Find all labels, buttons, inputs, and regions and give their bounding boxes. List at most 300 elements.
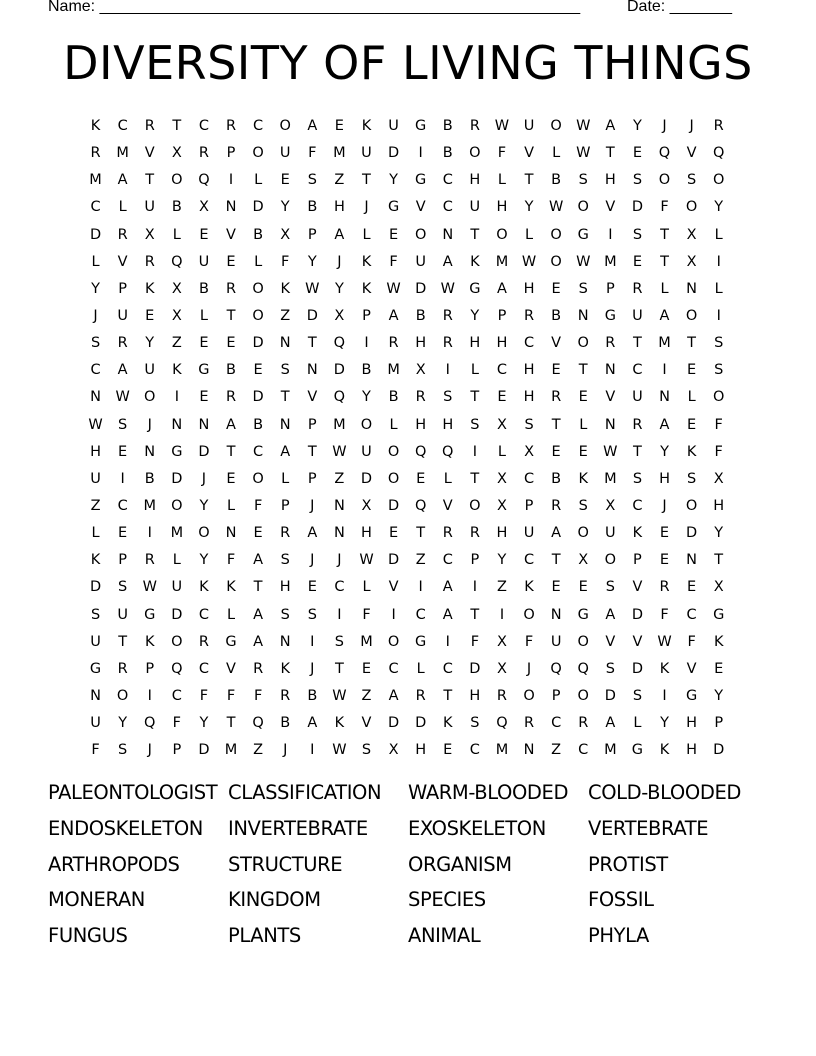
grid-letter: T — [172, 118, 182, 134]
grid-letter: R — [524, 715, 535, 732]
grid-letter: C — [551, 715, 562, 732]
grid-letter: E — [118, 443, 128, 460]
grid-letter: W — [603, 443, 618, 460]
grid-letter: V — [226, 660, 236, 677]
grid-letter: L — [579, 416, 588, 433]
grid-letter: A — [307, 525, 318, 542]
grid-letter: C — [469, 742, 480, 759]
grid-letter: L — [687, 389, 696, 406]
grid-letter: B — [551, 470, 562, 487]
grid-letter: F — [91, 742, 100, 759]
grid-letter: J — [310, 497, 315, 514]
grid-letter: H — [523, 389, 535, 406]
grid-letter: P — [118, 280, 128, 297]
grid-letter: W — [359, 552, 374, 569]
grid-letter: K — [90, 118, 101, 134]
grid-letter: Z — [361, 687, 372, 704]
word-bank-item: VERTEBRATE — [588, 816, 709, 840]
grid-letter: E — [226, 335, 236, 352]
grid-letter: S — [118, 579, 128, 596]
grid-letter: S — [524, 416, 534, 433]
grid-letter: O — [469, 497, 481, 514]
grid-letter: Y — [199, 552, 209, 569]
grid-letter: P — [714, 715, 724, 732]
grid-letter: I — [418, 579, 423, 596]
grid-letter: S — [118, 742, 128, 759]
grid-letter: L — [254, 253, 263, 270]
grid-letter: D — [89, 226, 102, 243]
grid-letter: N — [279, 416, 291, 433]
grid-letter: J — [337, 552, 342, 569]
grid-letter: K — [199, 579, 209, 596]
grid-letter: E — [253, 525, 263, 542]
grid-letter: R — [144, 552, 155, 569]
grid-letter: P — [362, 307, 371, 324]
grid-letter: D — [360, 470, 373, 487]
grid-letter: J — [147, 742, 152, 759]
grid-letter: R — [225, 118, 237, 134]
grid-letter: X — [686, 226, 697, 243]
grid-letter: Y — [470, 307, 480, 324]
grid-letter: L — [118, 199, 127, 216]
grid-letter: P — [145, 660, 155, 677]
grid-letter: C — [442, 552, 453, 569]
grid-letter: O — [685, 199, 698, 216]
grid-letter: F — [687, 633, 696, 650]
grid-letter: D — [415, 715, 427, 732]
grid-letter: A — [496, 280, 507, 297]
grid-letter: T — [578, 362, 588, 379]
grid-letter: L — [91, 253, 100, 270]
grid-letter: R — [225, 389, 237, 406]
grid-letter: R — [225, 280, 237, 297]
grid-letter: S — [578, 497, 588, 514]
grid-letter: H — [523, 280, 535, 297]
grid-letter: R — [280, 525, 291, 542]
grid-letter: J — [526, 660, 532, 677]
grid-letter: A — [117, 362, 128, 379]
grid-letter: F — [226, 687, 236, 704]
grid-letter: X — [334, 307, 345, 324]
grid-letter: A — [280, 443, 291, 460]
grid-letter: L — [552, 145, 561, 162]
grid-letter: R — [551, 497, 562, 514]
grid-letter: V — [551, 335, 562, 352]
grid-letter: T — [632, 443, 642, 460]
grid-letter: U — [415, 253, 426, 270]
grid-letter: R — [415, 687, 426, 704]
grid-letter: K — [361, 280, 372, 297]
grid-letter: I — [716, 253, 721, 270]
grid-letter: W — [142, 579, 157, 596]
grid-letter: F — [497, 145, 507, 162]
grid-letter: S — [90, 335, 101, 352]
grid-letter: L — [362, 226, 371, 243]
grid-letter: T — [470, 606, 480, 623]
grid-letter: F — [470, 633, 480, 650]
grid-letter: S — [632, 226, 643, 243]
grid-letter: C — [117, 118, 128, 134]
grid-letter: N — [659, 389, 670, 406]
grid-letter: C — [171, 687, 182, 704]
grid-letter: D — [415, 280, 427, 297]
grid-letter: C — [578, 742, 589, 759]
word-bank-item: MONERAN — [48, 888, 145, 912]
grid-letter: C — [523, 335, 535, 352]
grid-letter: F — [660, 606, 669, 623]
grid-letter: E — [659, 525, 670, 542]
grid-letter: O — [496, 226, 508, 243]
word-search-grid — [82, 113, 732, 764]
grid-letter: X — [713, 470, 724, 487]
grid-letter: C — [415, 606, 426, 623]
grid-letter: X — [524, 443, 535, 460]
grid-letter: L — [714, 226, 723, 243]
grid-letter: E — [687, 416, 697, 433]
grid-letter: M — [604, 253, 617, 270]
grid-letter: T — [470, 226, 480, 243]
grid-letter: D — [387, 715, 400, 732]
grid-letter: Q — [252, 715, 264, 732]
grid-letter: L — [172, 552, 181, 569]
grid-letter: S — [605, 579, 615, 596]
grid-letter: E — [551, 362, 561, 379]
grid-letter: V — [117, 253, 128, 270]
grid-letter: W — [332, 742, 347, 759]
grid-letter: J — [283, 742, 288, 759]
grid-letter: A — [659, 307, 670, 324]
grid-letter: A — [551, 525, 562, 542]
grid-letter: L — [199, 307, 208, 324]
grid-letter: I — [472, 443, 477, 460]
grid-letter: G — [225, 633, 237, 650]
grid-letter: Y — [632, 118, 642, 134]
grid-letter: W — [332, 687, 347, 704]
grid-letter: T — [660, 253, 669, 270]
grid-letter: Q — [144, 715, 156, 732]
grid-letter: F — [226, 552, 236, 569]
grid-letter: S — [443, 389, 453, 406]
grid-letter: P — [307, 226, 317, 243]
grid-letter: O — [252, 470, 264, 487]
grid-letter: E — [687, 362, 697, 379]
grid-letter: F — [362, 606, 371, 623]
grid-letter: K — [443, 715, 453, 732]
grid-letter: D — [252, 389, 264, 406]
grid-letter: E — [632, 145, 642, 162]
grid-letter: C — [388, 660, 399, 677]
grid-letter: S — [632, 172, 643, 189]
grid-letter: D — [198, 742, 210, 759]
grid-letter: E — [551, 443, 561, 460]
grid-letter: K — [361, 253, 372, 270]
grid-letter: A — [117, 172, 128, 189]
grid-letter: N — [333, 525, 345, 542]
grid-letter: Y — [714, 525, 724, 542]
grid-letter: E — [578, 389, 588, 406]
grid-letter: O — [252, 280, 264, 297]
grid-letter: E — [226, 253, 236, 270]
grid-letter: T — [443, 687, 453, 704]
grid-letter: L — [497, 172, 506, 189]
word-bank-item: PHYLA — [588, 924, 649, 948]
grid-letter: A — [307, 118, 318, 134]
grid-letter: M — [495, 742, 509, 759]
grid-letter: N — [198, 416, 210, 433]
grid-letter: C — [198, 660, 209, 677]
grid-letter: L — [525, 226, 534, 243]
grid-letter: I — [337, 606, 342, 623]
grid-letter: N — [333, 497, 345, 514]
grid-letter: V — [388, 579, 399, 596]
grid-letter: B — [361, 362, 372, 379]
grid-letter: R — [713, 118, 724, 134]
grid-letter: L — [497, 443, 506, 460]
grid-letter: P — [605, 280, 615, 297]
grid-letter: A — [605, 715, 616, 732]
grid-letter: U — [361, 443, 372, 460]
grid-letter: Q — [198, 172, 210, 189]
grid-letter: U — [90, 633, 101, 650]
grid-letter: D — [631, 199, 643, 216]
grid-letter: X — [361, 497, 372, 514]
grid-letter: I — [364, 335, 369, 352]
grid-letter: I — [445, 633, 450, 650]
grid-letter: Q — [442, 443, 454, 460]
page-title: DIVERSITY OF LIVING THINGS — [63, 36, 753, 90]
grid-letter: R — [415, 389, 426, 406]
name-field-label: Name: ______________________________________________________ — [48, 0, 581, 15]
grid-letter: E — [199, 226, 209, 243]
grid-letter: B — [253, 416, 264, 433]
grid-letter: M — [495, 253, 509, 270]
grid-letter: R — [524, 307, 535, 324]
grid-letter: C — [442, 172, 453, 189]
grid-letter: V — [361, 715, 372, 732]
grid-letter: B — [226, 362, 236, 379]
grid-letter: Z — [496, 579, 507, 596]
grid-letter: O — [387, 470, 400, 487]
grid-letter: S — [90, 606, 101, 623]
grid-letter: R — [442, 525, 453, 542]
grid-letter: I — [228, 172, 234, 189]
grid-letter: Q — [577, 660, 589, 677]
grid-letter: Q — [550, 660, 562, 677]
grid-letter: D — [89, 579, 102, 596]
grid-letter: K — [578, 470, 588, 487]
grid-letter: X — [496, 633, 507, 650]
grid-letter: E — [714, 660, 724, 677]
grid-letter: E — [199, 335, 209, 352]
grid-letter: E — [118, 525, 128, 542]
grid-letter: L — [226, 606, 236, 623]
grid-letter: S — [470, 715, 480, 732]
grid-letter: W — [576, 118, 591, 134]
grid-letter: C — [117, 497, 128, 514]
grid-letter: W — [440, 280, 455, 297]
grid-letter: E — [578, 443, 588, 460]
grid-letter: S — [307, 172, 317, 189]
grid-letter: H — [496, 335, 508, 352]
grid-letter: W — [576, 253, 591, 270]
grid-letter: J — [147, 416, 152, 433]
grid-letter: I — [418, 145, 423, 162]
grid-letter: E — [497, 389, 507, 406]
grid-letter: R — [388, 335, 399, 352]
grid-letter: S — [280, 606, 290, 623]
grid-letter: I — [608, 226, 613, 243]
grid-letter: Q — [496, 715, 508, 732]
grid-letter: T — [551, 552, 561, 569]
grid-letter: R — [144, 118, 155, 134]
grid-letter: W — [386, 280, 401, 297]
grid-letter: I — [147, 525, 152, 542]
word-bank-item: EXOSKELETON — [408, 816, 546, 840]
grid-letter: T — [280, 389, 290, 406]
grid-letter: X — [171, 145, 182, 162]
grid-letter: U — [144, 362, 156, 379]
grid-letter: H — [279, 579, 291, 596]
grid-letter: I — [120, 470, 125, 487]
grid-letter: A — [605, 606, 616, 623]
grid-letter: D — [631, 606, 643, 623]
grid-letter: P — [307, 416, 317, 433]
grid-letter: D — [252, 199, 264, 216]
grid-letter: K — [659, 660, 670, 677]
grid-letter: Y — [660, 715, 669, 732]
grid-letter: W — [576, 145, 591, 162]
grid-letter: G — [415, 633, 427, 650]
grid-letter: I — [499, 606, 505, 623]
grid-letter: I — [716, 307, 721, 324]
grid-letter: X — [686, 253, 697, 270]
grid-letter: L — [362, 579, 371, 596]
word-bank-item: STRUCTURE — [228, 852, 343, 876]
grid-letter: B — [198, 280, 209, 297]
grid-letter: M — [333, 145, 346, 162]
grid-letter: V — [144, 145, 155, 162]
grid-letter: Q — [414, 443, 427, 460]
grid-letter: U — [361, 145, 372, 162]
grid-letter: L — [172, 226, 181, 243]
grid-letter: Q — [171, 660, 183, 677]
grid-letter: M — [224, 742, 238, 759]
grid-letter: N — [523, 742, 535, 759]
grid-letter: C — [90, 362, 101, 379]
grid-letter: R — [117, 660, 128, 677]
grid-letter: C — [523, 470, 535, 487]
grid-letter: T — [714, 552, 724, 569]
grid-letter: S — [118, 416, 128, 433]
grid-letter: G — [415, 172, 427, 189]
grid-letter: C — [334, 579, 345, 596]
grid-letter: X — [144, 226, 155, 243]
grid-letter: T — [687, 335, 697, 352]
grid-letter: S — [578, 280, 588, 297]
grid-letter: M — [658, 335, 671, 352]
grid-letter: I — [472, 579, 477, 596]
grid-letter: C — [442, 660, 453, 677]
grid-letter: Q — [333, 389, 346, 406]
grid-letter: D — [333, 362, 345, 379]
grid-letter: Y — [362, 389, 371, 406]
grid-letter: H — [686, 715, 698, 732]
grid-letter: V — [686, 145, 697, 162]
grid-letter: U — [117, 606, 128, 623]
grid-letter: E — [388, 226, 399, 243]
grid-letter: X — [415, 362, 426, 379]
grid-letter: O — [577, 199, 589, 216]
grid-letter: Y — [497, 552, 507, 569]
grid-letter: O — [550, 226, 562, 243]
word-bank-item: FUNGUS — [48, 924, 128, 948]
grid-letter: W — [88, 416, 103, 433]
grid-letter: O — [171, 497, 183, 514]
grid-letter: N — [577, 307, 589, 324]
grid-letter: B — [442, 145, 453, 162]
grid-letter: H — [469, 687, 481, 704]
grid-letter: P — [280, 497, 290, 514]
grid-letter: W — [548, 199, 564, 216]
grid-letter: H — [496, 199, 508, 216]
grid-letter: Z — [253, 742, 264, 759]
grid-letter: T — [605, 145, 615, 162]
grid-letter: Y — [389, 172, 398, 189]
grid-letter: R — [90, 145, 101, 162]
grid-letter: T — [551, 416, 561, 433]
grid-letter: H — [333, 199, 345, 216]
grid-letter: L — [416, 660, 425, 677]
grid-letter: D — [171, 470, 183, 487]
grid-letter: M — [387, 362, 400, 379]
grid-letter: V — [632, 579, 643, 596]
grid-letter: V — [605, 633, 616, 650]
grid-letter: Y — [280, 199, 290, 216]
word-bank-item: ORGANISM — [408, 852, 512, 876]
grid-letter: G — [198, 362, 210, 379]
grid-letter: O — [577, 335, 589, 352]
grid-letter: I — [147, 687, 152, 704]
grid-letter: N — [306, 362, 318, 379]
grid-letter: P — [307, 470, 317, 487]
grid-letter: B — [280, 715, 291, 732]
grid-letter: F — [524, 633, 534, 650]
grid-letter: C — [496, 362, 508, 379]
grid-letter: T — [145, 172, 155, 189]
grid-letter: F — [253, 687, 263, 704]
word-bank-item: WARM-BLOODED — [408, 781, 569, 804]
word-bank-item: FOSSIL — [588, 888, 654, 912]
grid-letter: N — [225, 525, 237, 542]
grid-letter: V — [605, 199, 616, 216]
grid-letter: L — [443, 470, 452, 487]
grid-letter: K — [632, 525, 643, 542]
grid-letter: R — [632, 280, 643, 297]
grid-letter: O — [550, 118, 562, 134]
grid-letter: M — [360, 633, 373, 650]
grid-letter: A — [605, 118, 616, 134]
grid-letter: X — [713, 579, 724, 596]
grid-letter: G — [685, 687, 698, 704]
grid-letter: W — [115, 389, 130, 406]
grid-letter: B — [442, 118, 453, 134]
word-bank-item: INVERTEBRATE — [228, 816, 368, 840]
grid-letter: Z — [90, 497, 101, 514]
grid-letter: U — [171, 579, 183, 596]
grid-letter: F — [308, 145, 317, 162]
grid-letter: D — [686, 525, 698, 542]
grid-letter: C — [686, 606, 697, 623]
